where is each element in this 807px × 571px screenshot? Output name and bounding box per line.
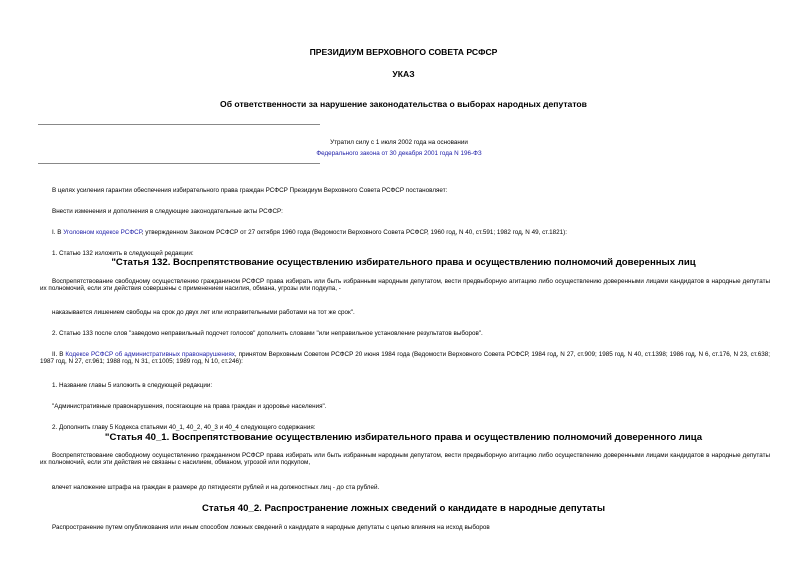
article-40-2-text: Распространение путем опубликования или иным способом ложных сведений о кандидате в народные депутаты с целью влияния на исход выборов: [52, 524, 490, 531]
section-2-text: , принятом Верховным Советом РСФСР 20 июня 1984 года (Ведомости Верховного Совета РСФСР, 1984 год, N 27, ст.909; 1985 год, N 40, ст.1398; 1986 год, N 6, ст.176, N 23, ст.638; 1987 год, N 27, ст.961; 1988 год, N 31, ст.1005; 1989 год, N 10, ст.246):: [40, 351, 770, 366]
admin-code-link[interactable]: Кодексе РСФСР об административных правонарушениях: [65, 351, 235, 358]
criminal-code-link[interactable]: Уголовном кодексе РСФСР: [63, 229, 142, 236]
section-2-prefix: II. В: [52, 351, 66, 358]
section-2-item-1: 1. Название главы 5 изложить в следующей редакции:: [52, 382, 213, 389]
section-1-prefix: I. В: [52, 229, 64, 236]
document-type: УКАЗ: [392, 69, 415, 79]
document-title: Об ответственности за нарушение законодательства о выборах народных депутатов: [220, 99, 587, 109]
repeal-law-link[interactable]: Федерального закона от 30 декабря 2001 года N 196-ФЗ: [316, 150, 482, 157]
amend-paragraph: Внести изменения и дополнения в следующие законодательные акты РСФСР:: [52, 208, 283, 215]
article-40-2-title: Статья 40_2. Распространение ложных сведений о кандидате в народные депутаты: [201, 503, 606, 514]
divider-bottom: [38, 163, 320, 164]
section-1-text: , утвержденном Законом РСФСР от 27 октября 1960 года (Ведомости Верховного Совета РСФСР, 1960 год, N 40, ст.591; 1982 год, N 49, ст.1821):: [141, 229, 568, 236]
section-2-item-2: 2. Дополнить главу 5 Кодекса статьями 40_1, 40_2, 40_3 и 40_4 следующего содержания:: [52, 424, 316, 431]
chapter-5-title: "Административные правонарушения, посягающие на права граждан и здоровье населения".: [52, 403, 327, 410]
article-132-text: Воспрепятствование свободному осуществлению гражданином РСФСР права избирать или быть избранным народным депутатом, вести предвыборную агитацию либо осуществлению доверенными лицами кандидатов в народные депутаты их полномочий, если эти действия совершены с применением насилия, обмана, угрозы или подкупа, -: [40, 278, 770, 293]
item-2-paragraph: 2. Статью 133 после слов "заведомо неправильный подсчет голосов" дополнить словами "или неправильное установление результатов выборов".: [52, 330, 483, 337]
section-2-paragraph: [40, 351, 770, 366]
article-132-penalty: наказывается лишением свободы на срок до двух лет или исправительными работами на тот же срок".: [52, 309, 355, 316]
article-132-title: "Статья 132. Воспрепятствование осуществлению избирательного права и осуществлению полномочий доверенных лиц: [111, 257, 696, 268]
item-1-paragraph: 1. Статью 132 изложить в следующей редакции:: [52, 250, 194, 257]
intro-paragraph: В целях усиления гарантии обеспечения избирательного права граждан РСФСР Президиум Верховного Совета РСФСР постановляет:: [52, 187, 448, 194]
issuer-heading: ПРЕЗИДИУМ ВЕРХОВНОГО СОВЕТА РСФСР: [309, 47, 498, 57]
divider-top: [38, 124, 320, 125]
repeal-note: Утратил силу с 1 июля 2002 года на основании: [330, 139, 468, 146]
article-40-1-penalty: влечет наложение штрафа на граждан в размере до пятидесяти рублей и на должностных лиц - до ста рублей.: [52, 484, 380, 491]
section-1-paragraph: [52, 228, 772, 237]
article-40-1-text: Воспрепятствование свободному осуществлению гражданином РСФСР права избирать или быть избранным народным депутатом, вести предвыборную агитацию либо осуществлению доверенными лицами кандидатов в народные депутаты их полномочий, если эти действия не связаны с насилием, обманом, угрозой или подкупом,: [40, 452, 770, 467]
article-40-1-title: "Статья 40_1. Воспрепятствование осуществлению избирательного права и осуществлению полномочий доверенного лица: [104, 432, 703, 443]
